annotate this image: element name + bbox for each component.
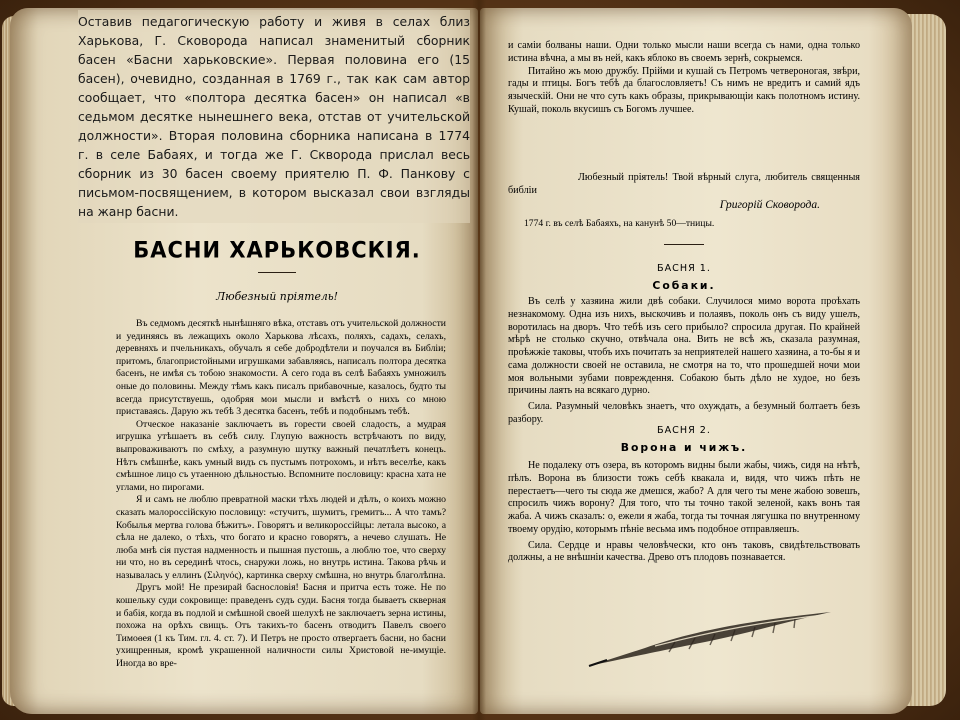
fable-2-body — [508, 460, 860, 565]
page-title: БАСНИ ХАРЬКОВСКІЯ. — [133, 237, 421, 263]
right-page-intro — [508, 40, 860, 117]
letter-date: 1774 г. въ селѣ Бабаяхъ, на канунѣ 50—тницы. — [524, 218, 715, 229]
overlay-caption: Оставив педагогическую работу и живя в селах близ Харькова, Г. Сковорода написал знаменитый сборник басен «Басни харьковские». Первая половина его (15 басен), очевидно, созданная в 1769 г., так как сам автор сообщает, что «полтора десятка басен» он написал «в седьмом десятке нынешнего века, отстав от учительской должности». Вторая половина сборника написана в 1774 г. в селе Бабаях, и тогда же Г. Скворода прислал весь сборник из 30 басен своему приятелю П. Ф. Панкову с письмом-посвящением, в котором высказал свои взгляды на жанр басни. — [78, 10, 470, 223]
paragraph: и самiи болваны наши. Одни только мысли наши всегда съ нами, одна только истина вѣчна, а мы въ ней, какъ яблоко въ своемъ зернѣ, сокрыемся. — [508, 40, 860, 64]
fable-1-number: БАСНЯ 1. — [657, 263, 711, 274]
title-divider — [258, 272, 296, 273]
signature-block — [508, 171, 860, 212]
paragraph: Въ селѣ у хазяина жили двѣ собаки. Случилося мимо ворота проѣхать незнакомому. Одна изъ нихъ, выскочивъ и полаявъ, поколь онъ съ виду ушелъ, воротилась на дворъ. Что тебѣ изъ сего прибыло? спросила другая. По крайней мѣрѣ не столько скучно, отвѣчала она. Вить не всѣ жъ, сказала разумная, проѣжжіе таковы, чтобъ ихъ почитать за неприятелей нашего хазяина, а то-бы я и сама должности своей не оставила, не смотря на то, что прошедшей ночи мои моя вольными зубами повреждення. Собакою быть дѣло не худое, но безъ причины лаять на всякаго дурно. — [508, 296, 860, 397]
signature-text: Любезный пріятель! Твой вѣрный слуга, любитель священныя библіи — [508, 172, 860, 196]
fable-1-body — [508, 296, 860, 427]
section-divider — [664, 244, 704, 245]
paragraph: Не подалеку отъ озера, въ которомъ видны были жабы, чижъ, сидя на нѣтѣ, пѣлъ. Ворона въ близости тожъ себѣ квакала и, видя, что чижъ пѣть не перестаетъ—чего ты сюда же дмешся, жабо? А для чего ты мене жабою зовешъ, спросилъ чижъ ворону? Для того, что ты точно такой зеленой, какъ вонъ тая жаба. А чижъ сказалъ: о, ежели я жаба, тогда ты точная лягушка по внутренному твоему орудію, которымъ пѣніе весьма имъ подобное отправляешъ. — [508, 460, 860, 535]
fable-2-title: Ворона и чижъ. — [620, 441, 748, 454]
paragraph: Питайно жъ мою дружбу. Прійми и кушай съ Петромъ четвероногая, звѣри, гады и птицы. Богъ тебѣ да благословляетъ! Съ нимъ не вредитъ и самий ядъ языческій. Они не что суть какъ образы, прикрывающіи какъ полотномъ истину. Кушай, поколь вкусишъ съ Богомъ лучшее. — [508, 65, 860, 115]
paragraph: Я и самъ не люблю превратной маски тѣхъ людей и дѣлъ, о коихъ можно сказать малороссійскую пословицу: «стучитъ, шумитъ, гремитъ... А что тамъ? Кобылья мертва голова бѣжитъ». Говорятъ и великороссійцы: летала высоко, а сѣла не далеко, о тѣхъ, что богато и красно говорятъ, а нечево слушать. Не люба мнѣ сія пустая надменность и пышная пустошь, а люблю тое, что сверху ни что, но въ серединѣ чтось, снаружи ложь, но внутрь истина. Такова рѣчь и называлась у еллинъ (Σιληνός), картинка сверху смѣшна, но внутрь благолѣпна. — [116, 494, 446, 581]
book-gutter — [472, 0, 486, 720]
paragraph: Отческое наказаніе заключаетъ въ горести своей сладость, а мудрая игрушка утѣшаетъ въ себѣ силу. Глупую важность встрѣчаютъ по виду, выпроваживаютъ по смѣху, а разумную шутку важный печатлѣетъ конецъ. Нѣтъ смѣшнѣе, какъ умный видъ съ пустымъ потрохомъ, и нѣтъ веселѣе, какъ смѣшное лицо съ утаенною дѣльностью. Вспомните пословицу: красна хата не углами, но пирогами. — [116, 418, 446, 493]
signature-name: Григорій Сковорода. — [719, 199, 820, 211]
fable-2-number: БАСНЯ 2. — [657, 425, 711, 436]
paragraph: Другъ мой! Не презирай баснословія! Басня и притча есть тоже. Не по кошельку суди сокровище: праведенъ судъ суди. Басня тогда бываетъ скверная и бабія, когда въ подлой и смѣшной своей шелухѣ не заключаетъ зерна истины, похожа на орѣхъ свищъ. Отъ такихъ-то басенъ отводитъ Павелъ своего Тимоѳея (1 къ Тим. гл. 4. ст. 7). И Петръ не просто отвергаетъ басни, но басни ухищренныя, кромѣ украшенной наличности силы Христовой не-имущіе. Иногда во вре- — [116, 582, 446, 670]
quill-pen-icon — [585, 608, 835, 670]
paragraph: Сила. Сердце и нравы человѣчески, кто онъ таковъ, свидѣтельствовать должны, а не внѣшніи качества. Древо отъ плодовъ познавается. — [508, 539, 860, 564]
salutation: Любезный пріятель! — [216, 290, 338, 303]
paragraph: Сила. Разумный человѣкъ знаетъ, что охуждать, а безумный болтаетъ безъ разбору. — [508, 401, 860, 425]
paragraph: Въ седмомъ десяткѣ нынѣшняго вѣка, отставъ отъ учительской должности и уединяясь въ лежащихъ около Харькова лѣсахъ, поляхъ, садахъ, селахъ, деревняхъ и пчельникахъ, обучалъ я себе добродѣтели и поучался въ Библіи; притомъ, благопристойными игрушками забавляясь, написалъ полтора десятка басенъ, не имѣя съ тобою знакомости. А сего года въ селѣ Бабаяхъ умножилъ оные до половины. Между тѣмъ какъ писалъ прибавочные, казалось, будто ты всегда присутствуешь, одобряя мои мысли и вмѣстѣ о нихъ со мною приставаясь. Дарую жъ тебѣ 3 десятка басенъ, тебѣ и подобнымъ тебѣ. — [116, 318, 446, 418]
left-page-body — [116, 318, 446, 671]
fable-1-title: Собаки. — [652, 279, 716, 292]
